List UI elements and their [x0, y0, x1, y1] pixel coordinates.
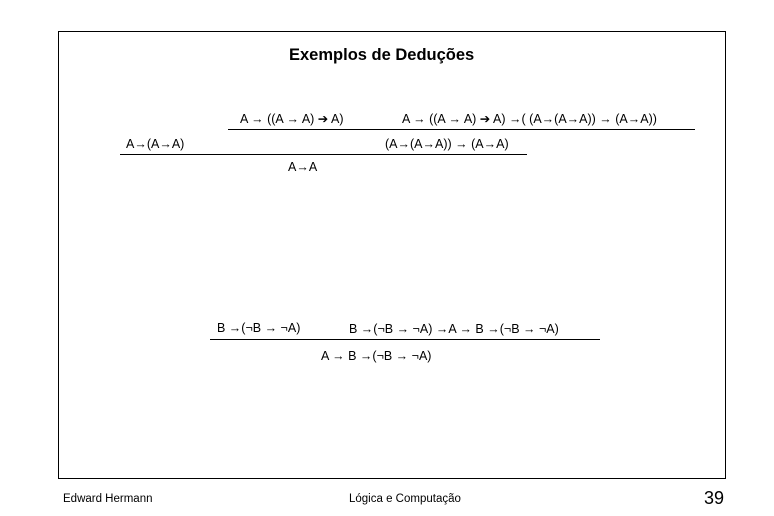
deduction1-intermediate: (A→(A→A)) → (A→A) — [385, 137, 509, 151]
deduction1-premise-top-right: A → ((A → A) ➔ A) →( (A→(A→A)) → (A→A)) — [402, 112, 657, 126]
deduction1-lower-inference-line — [120, 154, 527, 155]
deduction2-premise-right: B →(¬B → ¬A) →A → B →(¬B → ¬A) — [349, 322, 559, 336]
slide-frame — [58, 31, 726, 479]
footer-author: Edward Hermann — [63, 493, 153, 505]
deduction2-inference-line — [210, 339, 600, 340]
deduction1-premise-left: A→(A→A) — [126, 137, 185, 151]
deduction1-upper-inference-line — [228, 129, 695, 130]
deduction2-premise-left: B →(¬B → ¬A) — [217, 321, 301, 335]
deduction1-premise-top-left: A → ((A → A) ➔ A) — [240, 112, 344, 126]
deduction1-conclusion: A→A — [288, 160, 318, 174]
footer-course: Lógica e Computação — [349, 493, 461, 505]
page-number: 39 — [704, 488, 725, 508]
slide-title: Exemplos de Deduções — [289, 46, 475, 64]
deduction2-conclusion: A → B →(¬B → ¬A) — [321, 349, 432, 363]
